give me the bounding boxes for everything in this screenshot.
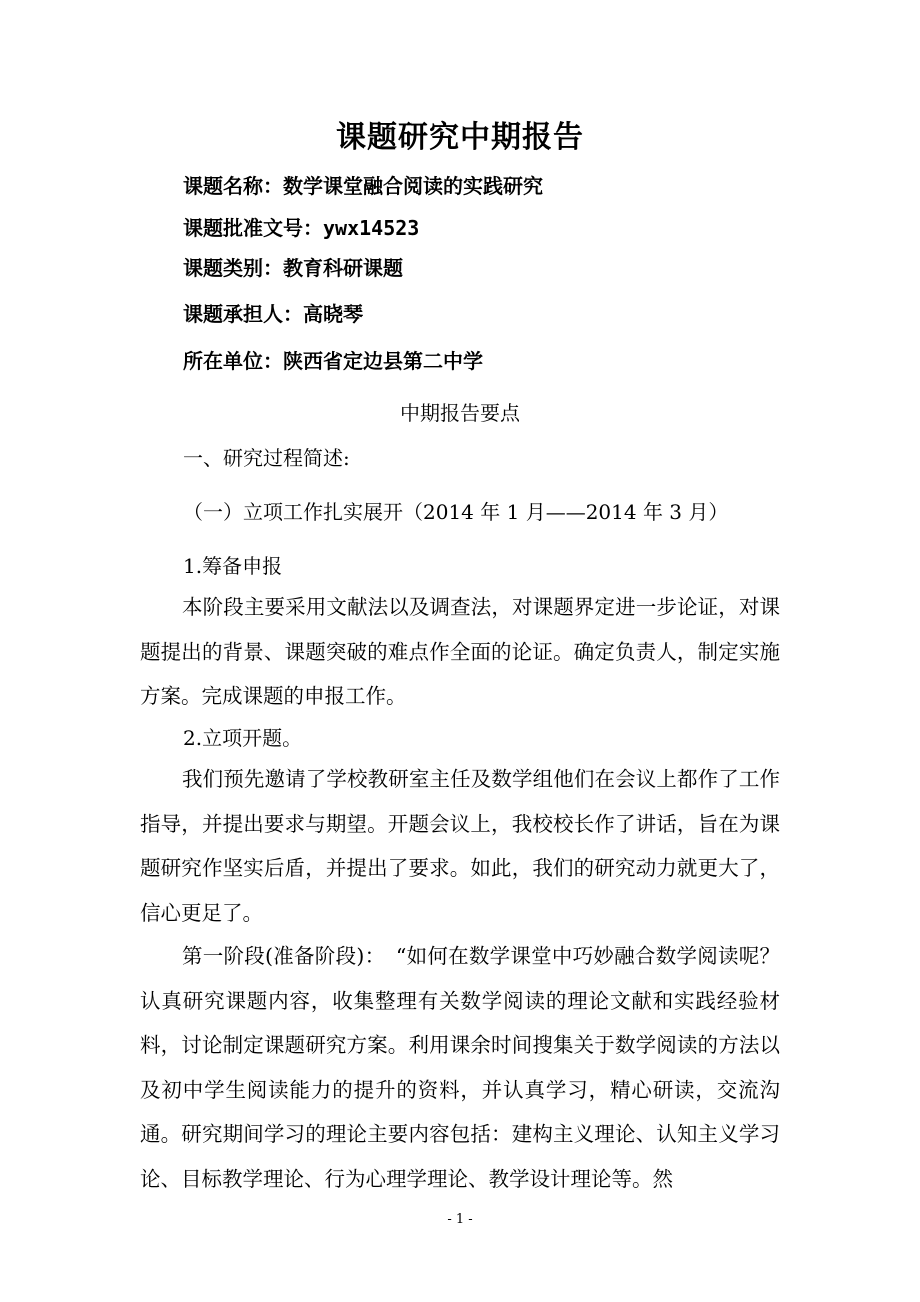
organization: 所在单位：陕西省定边县第二中学 — [183, 349, 483, 373]
paragraph-stage-one: 第一阶段(准备阶段)： “如何在数学课堂中巧妙融合数学阅读呢？认真研究课题内容，收集整理有关数学阅读的理论文献和实践经验材料，讨论制定课题研究方案。利用课余时间搜集关于数学阅读的方法以及初中学生阅读能力的提升的资料，并认真学习，精心研读，交流沟通。研究期间学习的理论主要内容包括：建构主义理论、认知主义学习论、目标教学理论、行为心理学理论、教学设计理论等。然 — [140, 944, 780, 1191]
report-title: 课题研究中期报告 — [336, 120, 584, 155]
heading-research-process: 一、研究过程简述: — [183, 446, 350, 470]
project-leader: 课题承担人：高晓琴 — [183, 302, 363, 326]
section-title: 中期报告要点 — [400, 401, 520, 425]
subheading-project-setup: （一）立项工作扎实展开（2014 年 1 月——2014 年 3 月） — [183, 500, 729, 524]
approval-number: 课题批准文号：ywx14523 — [183, 216, 420, 240]
paragraph-opening: 我们预先邀请了学校教研室主任及数学组他们在会议上都作了工作指导，并提出要求与期望。开题会议上，我校校长作了讲话，旨在为课题研究作坚实后盾，并提出了要求。如此，我们的研究动力就更大了，信心更足了。 — [140, 767, 780, 925]
page-number: - 1 - — [447, 1212, 473, 1227]
item-preparation: 1.筹备申报 — [183, 554, 283, 578]
paragraph-preparation: 本阶段主要采用文献法以及调查法，对课题界定进一步论证，对课题提出的背景、课题突破的难点作全面的论证。确定负责人，制定实施方案。完成课题的申报工作。 — [140, 595, 780, 708]
item-opening: 2.立项开题。 — [183, 726, 303, 750]
project-name: 课题名称：数学课堂融合阅读的实践研究 — [183, 174, 543, 198]
project-category: 课题类别：教育科研课题 — [183, 256, 403, 280]
